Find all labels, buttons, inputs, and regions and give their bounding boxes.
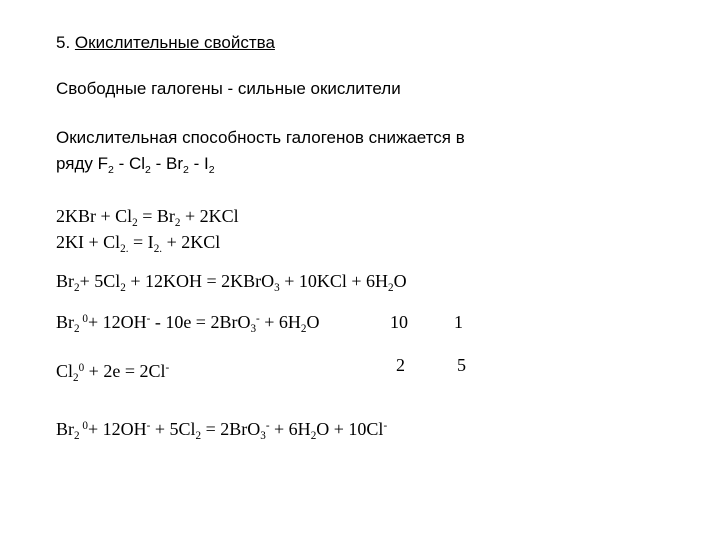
- statement-line: Свободные галогены - сильные окислители: [56, 79, 401, 98]
- half-reaction-chlorine: $Cl_2^0 + 2e = 2Cl^-$: [56, 361, 170, 384]
- text-line: Окислительная способность галогенов снижается в: [56, 128, 465, 147]
- coefficient-multiplier: 5: [457, 355, 466, 375]
- ionic-equation: $Br_2$ $^0+ 12OH^- + 5Cl_2 = 2BrO_3^- + 6H_2O + 10Cl^-$: [56, 419, 388, 442]
- heading-text: Окислительные свойства: [74, 33, 275, 52]
- coefficient-multiplier: 1: [454, 312, 463, 332]
- halogen-series: ряду $F_2 - Cl_2 - Br_2 - I_2$: [56, 154, 215, 176]
- equation-kbr: $2KBr + Cl_2 = Br_2 + 2KCl$: [56, 206, 239, 229]
- coefficient-electrons: 2: [396, 355, 405, 375]
- coefficient-electrons: 10: [390, 312, 408, 332]
- heading-number: 5.: [56, 33, 71, 52]
- half-reaction-bromine: $Br_2$ $^0+ 12OH^- - 10e = 2BrO_3^- + 6H_2O$: [56, 312, 320, 335]
- slide-heading: [56, 34, 275, 51]
- equation-bromine-koh: $Br_2+ 5Cl_2 + 12KOH$ = 2KBrO$_3$ + $10KCl + 6H_2O$: [56, 271, 407, 294]
- equation-ki: $2KI + Cl_{2.} = I_{2.} + 2KCl$: [56, 232, 221, 255]
